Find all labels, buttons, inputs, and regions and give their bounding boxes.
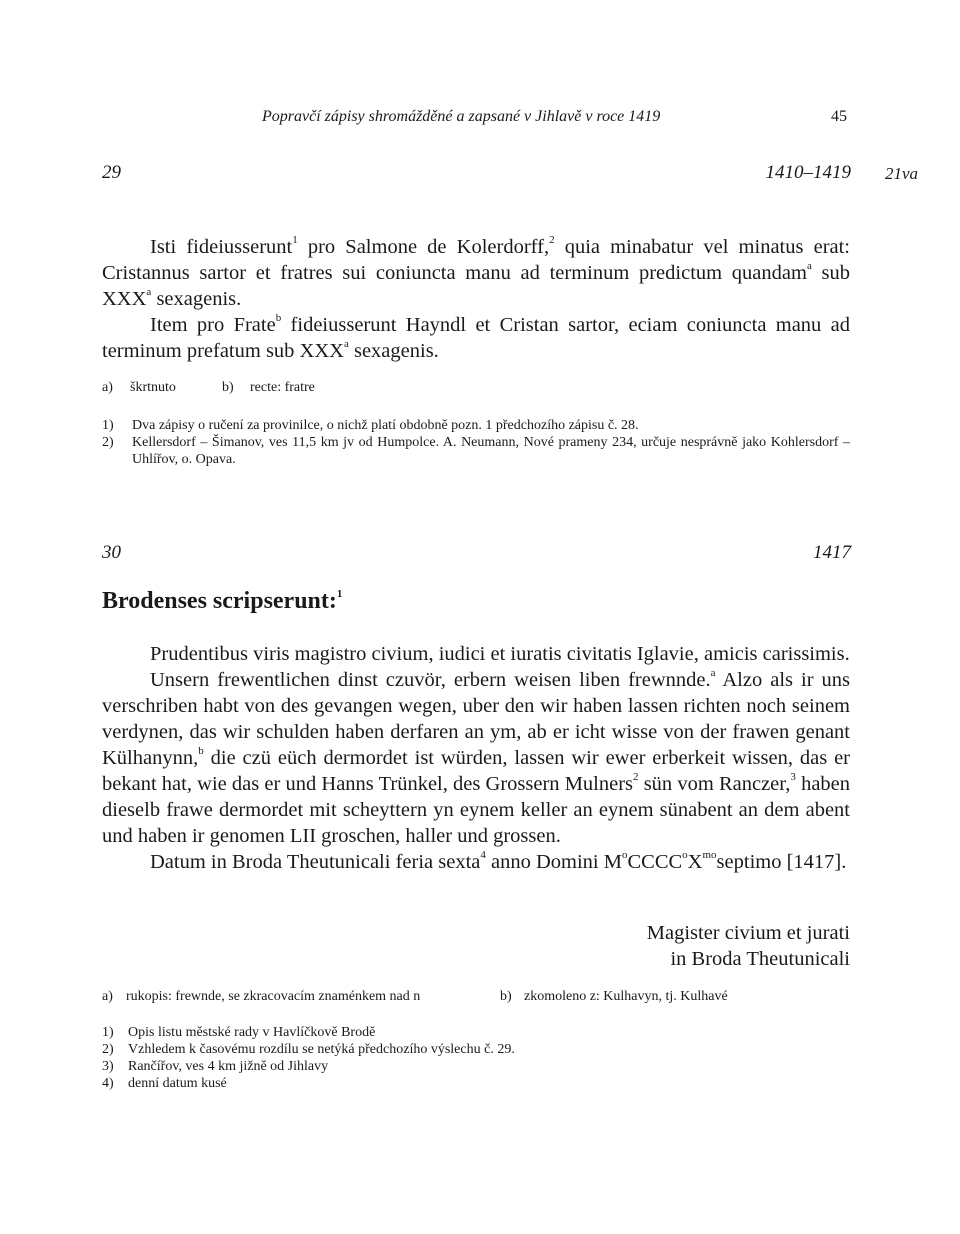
footnote-ref: 1 [292, 234, 298, 247]
entry-29-folio: 21va [885, 164, 919, 183]
apparatus-ref: a [343, 338, 349, 351]
entry-30-text [102, 641, 850, 875]
entry-30-paragraph-1: Unsern frewentlichen dinst czuvör, erbern weisen liben frewnnde.$^a$ Alzo als ir uns verschriben habt von des gevangen wegen, uber den wir haben lassen richten noch seinem verdynen, das wir schulden haben derfaren an ym, ab er icht wisse von der frawen genant Külhanynn,$^b$ die czü eüch dermordet ist würden, lassen wir ewer erberkeit wissen, das er bekant hat, wie das er und Hanns Trünkel, des Grossern Mulners$^2$ sün vom Ranczer,$^3$ haben dieselb frawe dermordet mit scheyttern yn eynem keller an eynem sünabent an dem abent und haben ir genomen LII groschen, haller und grossen. [102, 667, 851, 847]
footnote: 1) Opis listu městské rady v Havlíčkově Brodě [102, 1025, 376, 1040]
entry-29-number: 29 [102, 162, 121, 183]
apparatus-ref: a [710, 667, 716, 680]
entry-30-title: Brodenses scripserunt:$^1$ [102, 588, 343, 614]
page-number: 45 [831, 108, 847, 125]
entry-30-footnotes [102, 1024, 850, 1092]
apparatus-ref: b [198, 745, 204, 758]
entry-29-footnotes [102, 417, 850, 468]
running-title: Popravčí zápisy shromážděné a zapsané v Jihlavě v roce 1419 [262, 108, 661, 125]
footnote-ref: 1 [336, 588, 343, 600]
footnote-ref: 2 [633, 771, 639, 784]
entry-30-date: 1417 [813, 542, 851, 563]
apparatus-note: škrtnuto [130, 380, 176, 395]
entry-29-text [102, 234, 850, 364]
apparatus-ref: a [806, 260, 812, 273]
footnote-ref: 3 [790, 771, 796, 784]
entry-30-apparatus: a) rukopis: frewnde, se zkracovacím znaménkem nad n b) zkomoleno z: Kulhavyn, tj. Kulhavé [102, 989, 728, 1004]
entry-29-date: 1410–1419 [765, 162, 851, 183]
footnote: 1) Dva zápisy o ručení za provinilce, o nichž platí obdobně pozn. 1 předchozího zápisu č. 28. [102, 418, 639, 433]
apparatus-ref: a [146, 286, 152, 299]
entry-29-paragraph-2: Item pro Frate$^b$ fideiusserunt Hayndl et Cristan sartor, eciam coniuncta manu ad terminum prefatum sub XXX$^a$ sexagenis. [102, 312, 850, 362]
footnote: 2) Kellersdorf – Šimanov, ves 11,5 km jv od Humpolce. A. Neumann, Nové prameny 234, určuje nesprávně jako Kohlersdorf – Uhlířov, o. Opava. [102, 435, 850, 467]
footnote: 2) Vzhledem k časovému rozdílu se netýká předchozího výslechu č. 29. [102, 1042, 515, 1057]
footnote-ref: 2 [549, 234, 555, 247]
entry-29-apparatus: a) škrtnuto b) recte: fratre [102, 380, 315, 395]
footnote: 3) Rančířov, ves 4 km jižně od Jihlavy [102, 1059, 329, 1074]
entry-30-signature: Magister civium et jurati in Broda Theutunicali [646, 922, 850, 970]
footnote: 4) denní datum kusé [102, 1076, 227, 1091]
apparatus-note: zkomoleno z: Kulhavyn, tj. Kulhavé [524, 989, 728, 1004]
entry-30-dating: Datum in Broda Theutunicali feria sexta$^4$ anno Domini $M^oCCCC^oX^{mo}septimo$ [1417]. [150, 849, 847, 873]
entry-30-address: Prudentibus viris magistro civium, iudici et iuratis civitatis Iglavie, amicis carissimis. [150, 643, 850, 665]
apparatus-note: recte: fratre [250, 380, 315, 395]
entry-30-number: 30 [102, 542, 121, 563]
apparatus-ref: b [275, 312, 282, 325]
apparatus-note: rukopis: frewnde, se zkracovacím znaménkem nad n [126, 989, 421, 1004]
footnote-ref: 4 [480, 849, 486, 862]
entry-29-paragraph-1: Isti fideiusserunt$^1$ pro Salmone de Kolerdorff,$^2$ quia minabatur vel minatus erat: Cristannus sartor et fratres sui coniuncta manu ad terminum predictum quandam$^a$ sub XXX$^a$ sexagenis. [102, 234, 851, 310]
